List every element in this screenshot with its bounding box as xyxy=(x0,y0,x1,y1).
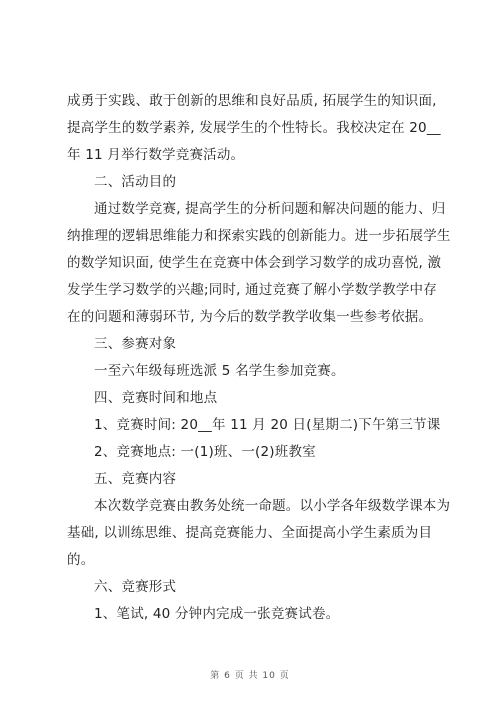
section-heading: 五、竞赛内容 xyxy=(94,471,177,487)
paragraph-line: 基础, 以训练思维、提高竞赛能力、全面提高小学生素质为目 xyxy=(67,525,433,541)
list-item: 2、竞赛地点: 一(1)班、一(2)班教室 xyxy=(94,444,316,460)
paragraph-line: 的数学知识面, 使学生在竞赛中体会到学习数学的成功喜悦, 激 xyxy=(67,255,442,271)
paragraph-line: 年 11 月举行数学竞赛活动。 xyxy=(67,147,245,163)
paragraph-line: 纳推理的逻辑思维能力和探索实践的创新能力。进一步拓展学生 xyxy=(67,228,451,244)
paragraph-line: 一至六年级每班选派 5 名学生参加竞赛。 xyxy=(94,363,345,379)
section-heading: 三、参赛对象 xyxy=(94,336,177,352)
paragraph-line: 成勇于实践、敢于创新的思维和良好品质, 拓展学生的知识面, xyxy=(67,93,437,109)
section-heading: 四、竞赛时间和地点 xyxy=(94,390,218,406)
paragraph-line: 提高学生的数学素养, 发展学生的个性特长。我校决定在 20__ xyxy=(67,120,441,136)
list-item: 1、笔试, 40 分钟内完成一张竞赛试卷。 xyxy=(94,606,340,622)
paragraph-line: 在的问题和薄弱环节, 为今后的数学教学收集一些参考依据。 xyxy=(67,309,433,325)
paragraph-line: 通过数学竞赛, 提高学生的分析问题和解决问题的能力、归 xyxy=(94,201,446,217)
page-number-footer: 第 6 页 共 10 页 xyxy=(210,671,290,681)
paragraph-line: 发学生学习数学的兴趣;同时, 通过竞赛了解小学数学教学中存 xyxy=(67,282,437,298)
section-heading: 六、竞赛形式 xyxy=(94,579,177,595)
paragraph-line: 本次数学竞赛由教务处统一命题。以小学各年级数学课本为 xyxy=(94,498,451,514)
paragraph-line: 的。 xyxy=(67,552,95,568)
list-item: 1、竞赛时间: 20__年 11 月 20 日(星期二)下午第三节课 xyxy=(94,417,441,433)
section-heading: 二、活动目的 xyxy=(94,174,177,190)
